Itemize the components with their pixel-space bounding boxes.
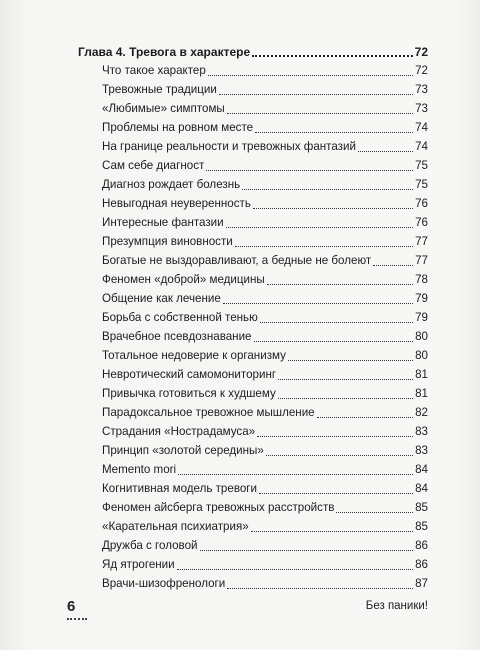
dot-leader	[235, 236, 413, 247]
toc-entry-title: Богатые не выздоравливают, а бедные не болеют	[102, 254, 372, 267]
dot-leader	[278, 369, 413, 380]
dot-leader	[254, 331, 414, 342]
toc-entry-title: Невротический самомониторинг	[102, 368, 277, 381]
toc-entry[interactable]	[78, 268, 428, 287]
toc-entry[interactable]	[78, 97, 428, 116]
dot-leader	[267, 274, 413, 285]
toc-entry-page-number: 76	[415, 216, 428, 229]
toc-entry-page-number: 72	[415, 64, 428, 77]
toc-entry-page-number: 76	[415, 197, 428, 210]
toc-entry[interactable]	[78, 477, 428, 496]
toc-entry[interactable]	[78, 458, 428, 477]
dot-leader	[219, 84, 413, 95]
toc-entry-page-number: 79	[415, 311, 428, 324]
toc-entry-title: Диагноз рождает болезнь	[102, 178, 241, 191]
dot-leader	[206, 160, 413, 171]
dot-leader	[251, 521, 413, 532]
toc-entry-page-number: 85	[415, 520, 428, 533]
toc-entry-title: Интересные фантазии	[102, 216, 224, 229]
dot-leader	[227, 103, 413, 114]
toc-entry[interactable]	[78, 382, 428, 401]
table-of-contents	[78, 39, 428, 591]
toc-entry-title: Парадоксальное тревожное мышление	[102, 406, 315, 419]
dot-leader	[358, 141, 413, 152]
toc-entry-title: «Любимые» симптомы	[102, 102, 225, 115]
toc-entry[interactable]	[78, 59, 428, 78]
toc-entry-page-number: 79	[415, 292, 428, 305]
toc-entry[interactable]	[78, 249, 428, 268]
dot-leader	[178, 464, 413, 475]
page-number-rule	[67, 618, 87, 620]
dot-leader	[226, 217, 413, 228]
page-number: 6	[67, 598, 76, 615]
toc-entry-page-number: 81	[415, 368, 428, 381]
toc-entry-page-number: 87	[415, 577, 428, 590]
toc-entry-page-number: 86	[415, 539, 428, 552]
toc-entry-title: Memento mori	[102, 463, 177, 476]
dot-leader	[259, 483, 413, 494]
toc-entry-title: Яд ятрогении	[102, 558, 175, 571]
toc-entry[interactable]	[78, 553, 428, 572]
toc-entry[interactable]	[78, 78, 428, 97]
toc-entry-title: Дружба с головой	[102, 539, 198, 552]
toc-entry[interactable]	[78, 515, 428, 534]
dot-leader	[223, 293, 413, 304]
toc-entry-page-number: 84	[415, 463, 428, 476]
dot-leader	[252, 45, 413, 57]
toc-entry[interactable]	[78, 572, 428, 591]
toc-entry-title: Привычка готовиться к худшему	[102, 387, 276, 400]
toc-entry-title: Страдания «Нострадамуса»	[102, 425, 256, 438]
toc-entry-title: «Карательная психиатрия»	[102, 520, 249, 533]
dot-leader	[253, 198, 413, 209]
toc-entry[interactable]	[78, 344, 428, 363]
toc-entry-title: Когнитивная модель тревоги	[102, 482, 258, 495]
toc-entry-title: Тревожные традиции	[102, 83, 217, 96]
dot-leader	[317, 407, 413, 418]
toc-entry-page-number: 78	[415, 273, 428, 286]
toc-entry[interactable]	[78, 325, 428, 344]
toc-entry[interactable]	[78, 154, 428, 173]
toc-entry[interactable]	[78, 116, 428, 135]
toc-entry[interactable]	[78, 439, 428, 458]
toc-entry-title: Феномен айсберга тревожных расстройств	[102, 501, 335, 514]
running-head: Без паники!	[365, 600, 428, 612]
toc-entry-page-number: 80	[415, 330, 428, 343]
toc-entry-title: Врачи-шизофренологи	[102, 577, 226, 590]
dot-leader	[208, 65, 413, 76]
page-footer	[67, 598, 428, 620]
toc-entry-page-number: 85	[415, 501, 428, 514]
toc-entry-title: Сам себе диагност	[102, 159, 205, 172]
toc-entry-page-number: 84	[415, 482, 428, 495]
toc-entry[interactable]	[78, 211, 428, 230]
toc-entry-title: Презумпция виновности	[102, 235, 233, 248]
toc-entry[interactable]	[78, 534, 428, 553]
toc-entry-title: Невыгодная неуверенность	[102, 197, 251, 210]
toc-entry-page-number: 86	[415, 558, 428, 571]
dot-leader	[278, 388, 413, 399]
toc-entry-page-number: 73	[415, 102, 428, 115]
toc-entry[interactable]	[78, 363, 428, 382]
toc-entry-title: Что такое характер	[102, 64, 206, 77]
chapter-heading[interactable]	[78, 39, 428, 59]
toc-entry-page-number: 75	[415, 159, 428, 172]
toc-entry-title: Врачебное псевдознавание	[102, 330, 252, 343]
dot-leader	[255, 122, 413, 133]
toc-entry[interactable]	[78, 420, 428, 439]
toc-entry-page-number: 77	[415, 235, 428, 248]
toc-entry-page-number: 83	[415, 425, 428, 438]
toc-entry[interactable]	[78, 192, 428, 211]
toc-entry-title: Проблемы на ровном месте	[102, 121, 254, 134]
toc-entry[interactable]	[78, 173, 428, 192]
dot-leader	[336, 502, 413, 513]
toc-entry-page-number: 83	[415, 444, 428, 457]
toc-entry-title: Тотальное недоверие к организму	[102, 349, 286, 362]
toc-entry-page-number: 75	[415, 178, 428, 191]
toc-entry[interactable]	[78, 230, 428, 249]
dot-leader	[242, 179, 413, 190]
toc-entry[interactable]	[78, 306, 428, 325]
dot-leader	[177, 559, 413, 570]
dot-leader	[227, 578, 413, 589]
toc-entry[interactable]	[78, 496, 428, 515]
toc-entry[interactable]	[78, 401, 428, 420]
toc-entry[interactable]	[78, 287, 428, 306]
toc-entry-page-number: 81	[415, 387, 428, 400]
toc-entry-page-number: 73	[415, 83, 428, 96]
dot-leader	[200, 540, 414, 551]
chapter-title: Глава 4. Тревога в характере	[78, 45, 251, 59]
dot-leader	[266, 445, 413, 456]
dot-leader	[257, 426, 413, 437]
toc-entry-page-number: 82	[415, 406, 428, 419]
toc-entry[interactable]	[78, 135, 428, 154]
toc-entry-page-number: 80	[415, 349, 428, 362]
toc-entry-title: Общение как лечение	[102, 292, 221, 305]
toc-entry-page-number: 74	[415, 121, 428, 134]
dot-leader	[373, 255, 413, 266]
toc-entry-title: Принцип «золотой середины»	[102, 444, 264, 457]
toc-entry-title: На границе реальности и тревожных фантазий	[102, 140, 356, 153]
dot-leader	[288, 350, 413, 361]
toc-entry-title: Борьба с собственной тенью	[102, 311, 258, 324]
toc-entry-page-number: 74	[415, 140, 428, 153]
toc-entry-page-number: 77	[415, 254, 428, 267]
dot-leader	[260, 312, 413, 323]
chapter-page-number: 72	[414, 45, 428, 59]
toc-entry-title: Феномен «доброй» медицины	[102, 273, 265, 286]
